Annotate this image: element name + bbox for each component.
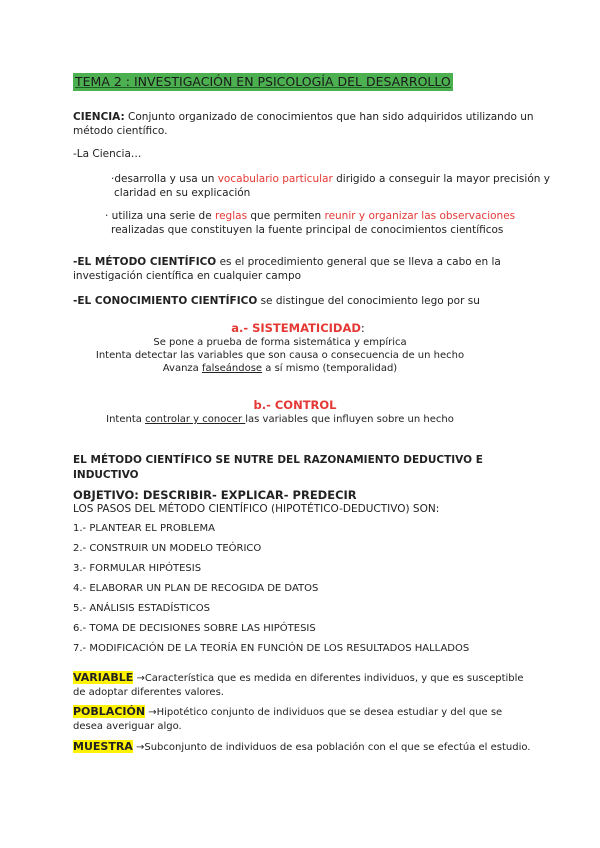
variable-label: VARIABLE [73,671,134,684]
control-heading: b.- CONTROL [253,398,337,412]
control-line-b: las variables que influyen sobre un hecho [245,414,454,425]
b2-red-1: reglas [215,210,248,222]
sistematicidad-line-3a: Avanza [162,363,202,374]
poblacion-definition [73,705,502,734]
deductivo-line-2: INDUCTIVO [73,469,139,481]
sistematicidad-line-3b: a sí mismo (temporalidad) [262,363,398,374]
list-item: 7.- MODIFICACIÓN DE LA TEORÍA EN FUNCIÓN DE LOS RESULTADOS HALLADOS [73,643,470,654]
b2-text-b: que permiten [247,210,325,222]
poblacion-line2: desea averiguar algo. [73,721,182,732]
sistematicidad-heading: a.- SISTEMATICIDAD [231,321,361,335]
list-item: 3.- FORMULAR HIPÓTESIS [73,563,202,574]
metodo-label: -EL MÉTODO CIENTÍFICO [73,256,217,268]
control-line-a: Intenta [106,414,146,425]
pasos-intro: LOS PASOS DEL MÉTODO CIENTÍFICO (HIPOTÉTICO-DEDUCTIVO) SON: [73,503,440,515]
conocimiento-cientifico [73,295,480,307]
conocimiento-text: se distingue del conocimiento lego por su [257,295,480,307]
la-ciencia: -La Ciencia… [73,148,142,160]
ciencia-text: Conjunto organizado de conocimientos que han sido adquiridos utilizando un [124,111,534,123]
poblacion-text: →Hipotético conjunto de individuos que se desea estudiar y del que se [145,707,503,718]
ciencia-bullet-1 [111,172,550,200]
b2-line2: realizadas que constituyen la fuente principal de conocimientos científicos [111,224,504,236]
sistematicidad-line-1: Se pone a prueba de forma sistemática y empírica [153,337,407,348]
variable-line2: de adoptar diferentes valores. [73,687,224,698]
poblacion-label: POBLACIÓN [73,705,146,718]
ciencia-label: CIENCIA: [73,111,125,123]
muestra-text: →Subconjunto de individuos de esa población con el que se efectúa el estudio. [132,742,531,753]
metodo-line2: investigación científica en cualquier campo [73,270,302,282]
deductivo-line-1: EL MÉTODO CIENTÍFICO SE NUTRE DEL RAZONAMIENTO DEDUCTIVO E [73,454,483,466]
metodo-cientifico [73,255,501,283]
b2-text-a: · utiliza una serie de [105,210,215,222]
page-title: TEMA 2 : INVESTIGACIÓN EN PSICOLOGÍA DEL DESARROLLO [75,74,451,89]
control-underlined: controlar y conocer [145,414,246,425]
variable-definition [73,671,524,700]
sistematicidad-line-2: Intenta detectar las variables que son causa o consecuencia de un hecho [95,350,465,361]
objetivo: OBJETIVO: DESCRIBIR- EXPLICAR- PREDECIR [73,488,357,502]
b1-red: vocabulario particular [217,173,333,185]
sistematicidad-falseandose: falseándose [201,363,263,374]
list-item: 2.- CONSTRUIR UN MODELO TEÓRICO [73,543,262,554]
ciencia-text-2: método científico. [73,125,168,137]
ciencia-definition [73,110,534,138]
ciencia-bullet-2 [105,209,515,237]
muestra-definition [73,740,530,755]
deductivo-heading [73,453,483,483]
metodo-text: es el procedimiento general que se lleva a cabo en la [216,256,501,268]
muestra-label: MUESTRA [73,740,133,753]
control-section [0,397,560,427]
b2-red-2: reunir y organizar las observaciones [324,210,516,222]
b1-text-b: dirigido a conseguir la mayor precisión y [332,173,550,185]
list-item: 6.- TOMA DE DECISIONES SOBRE LAS HIPÓTESIS [73,623,316,634]
variable-text: →Característica que es medida en diferentes individuos, y que es susceptible [133,673,524,684]
sistematicidad-section [0,320,560,375]
list-item: 4.- ELABORAR UN PLAN DE RECOGIDA DE DATOS [73,583,319,594]
list-item: 5.- ANÁLISIS ESTADÍSTICOS [73,603,210,614]
b1-line2: claridad en su explicación [114,187,251,199]
b1-text-a: ·desarrolla y usa un [111,173,218,185]
pasos-list [73,523,469,663]
conocimiento-label: -EL CONOCIMIENTO CIENTÍFICO [73,295,258,307]
sistematicidad-colon: : [360,321,365,335]
list-item: 1.- PLANTEAR EL PROBLEMA [73,523,216,534]
